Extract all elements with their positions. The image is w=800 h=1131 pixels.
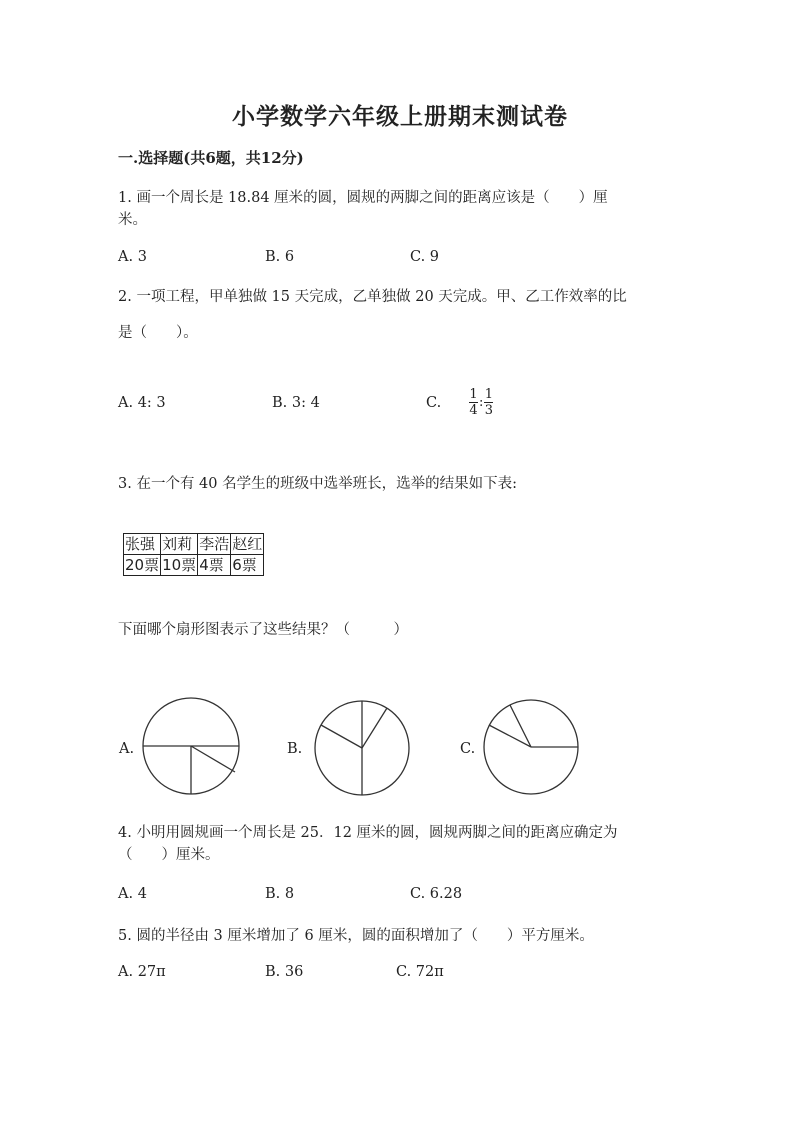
q2-option-c-ratio [468, 388, 494, 417]
fraction-numerator: 1 [484, 387, 494, 402]
q1-option-a[interactable]: A. 3 [118, 249, 147, 265]
table-cell: 10票 [162, 556, 197, 574]
fraction-one-third [484, 388, 493, 417]
question-5-text: 5. 圆的半径由 3 厘米增加了 6 厘米，圆的面积增加了（ ）平方厘米。 [118, 928, 594, 944]
question-1-line2: 米。 [118, 212, 147, 228]
q1-option-c[interactable]: C. 9 [410, 249, 440, 265]
votes-table [123, 533, 264, 576]
question-2-line1: 2. 一项工程，甲单独做 15 天完成，乙单独做 20 天完成。甲、乙工作效率的比 [118, 289, 627, 305]
question-2-line2: 是（ ）。 [118, 325, 198, 341]
q3-option-b[interactable]: B. [287, 741, 303, 757]
fraction-one-quarter [469, 388, 478, 417]
pie-diagram-b[interactable] [312, 698, 414, 800]
question-4-line2: （ ）厘米。 [118, 847, 220, 863]
question-4-line1: 4. 小明用圆规画一个周长是 25．12 厘米的圆，圆规两脚之间的距离应确定为 [118, 825, 618, 841]
fraction-denominator: 4 [469, 403, 478, 418]
q4-option-c[interactable]: C. 6.28 [410, 886, 463, 902]
pie-a-radius-diagonal [191, 746, 235, 772]
q4-option-b[interactable]: B. 8 [265, 886, 295, 902]
ratio-colon: : [479, 395, 484, 410]
table-cell: 4票 [198, 555, 231, 576]
q4-option-a[interactable]: A. 4 [118, 886, 147, 902]
q2-option-b[interactable]: B. 3: 4 [272, 395, 320, 411]
section-heading: 一.选择题(共6题，共12分) [118, 149, 304, 167]
table-row [124, 534, 264, 555]
votes-table-wrapper [123, 533, 264, 576]
question-3-text: 3. 在一个有 40 名学生的班级中选举班长，选举的结果如下表: [118, 476, 517, 492]
table-header-cell: 刘莉 [161, 534, 198, 555]
q2-option-a[interactable]: A. 4: 3 [118, 395, 166, 411]
pie-c-radius-upper-left [489, 725, 531, 747]
pie-b-radius-upper-right [362, 708, 387, 748]
table-header-cell: 张强 [124, 534, 161, 555]
fraction-denominator: 3 [484, 403, 494, 418]
table-header-cell: 李浩 [199, 535, 230, 553]
q5-option-b[interactable]: B. 36 [265, 964, 304, 980]
q1-option-b[interactable]: B. 6 [265, 249, 295, 265]
pie-diagram-c[interactable] [481, 697, 583, 799]
q5-option-c[interactable]: C. 72π [396, 964, 444, 980]
table-header-cell: 赵红 [232, 535, 263, 553]
question-1-line1: 1. 画一个周长是 18.84 厘米的圆，圆规的两脚之间的距离应该是（ ）厘 [118, 190, 608, 206]
q2-option-c[interactable]: C. [426, 395, 442, 411]
question-3-prompt: 下面哪个扇形图表示了这些结果？（ ） [118, 622, 408, 638]
table-cell: 6票 [231, 555, 264, 576]
table-row [124, 555, 264, 576]
pie-diagram-a[interactable] [140, 695, 244, 799]
pie-c-radius-upper [510, 705, 531, 747]
q3-option-a[interactable]: A. [119, 741, 135, 757]
fraction-numerator: 1 [469, 387, 478, 402]
q3-option-c[interactable]: C. [460, 741, 476, 757]
q5-option-a[interactable]: A. 27π [118, 964, 166, 980]
pie-b-radius-upper-left [321, 725, 362, 748]
page-title: 小学数学六年级上册期末测试卷 [232, 103, 568, 130]
table-cell: 20票 [125, 556, 160, 574]
